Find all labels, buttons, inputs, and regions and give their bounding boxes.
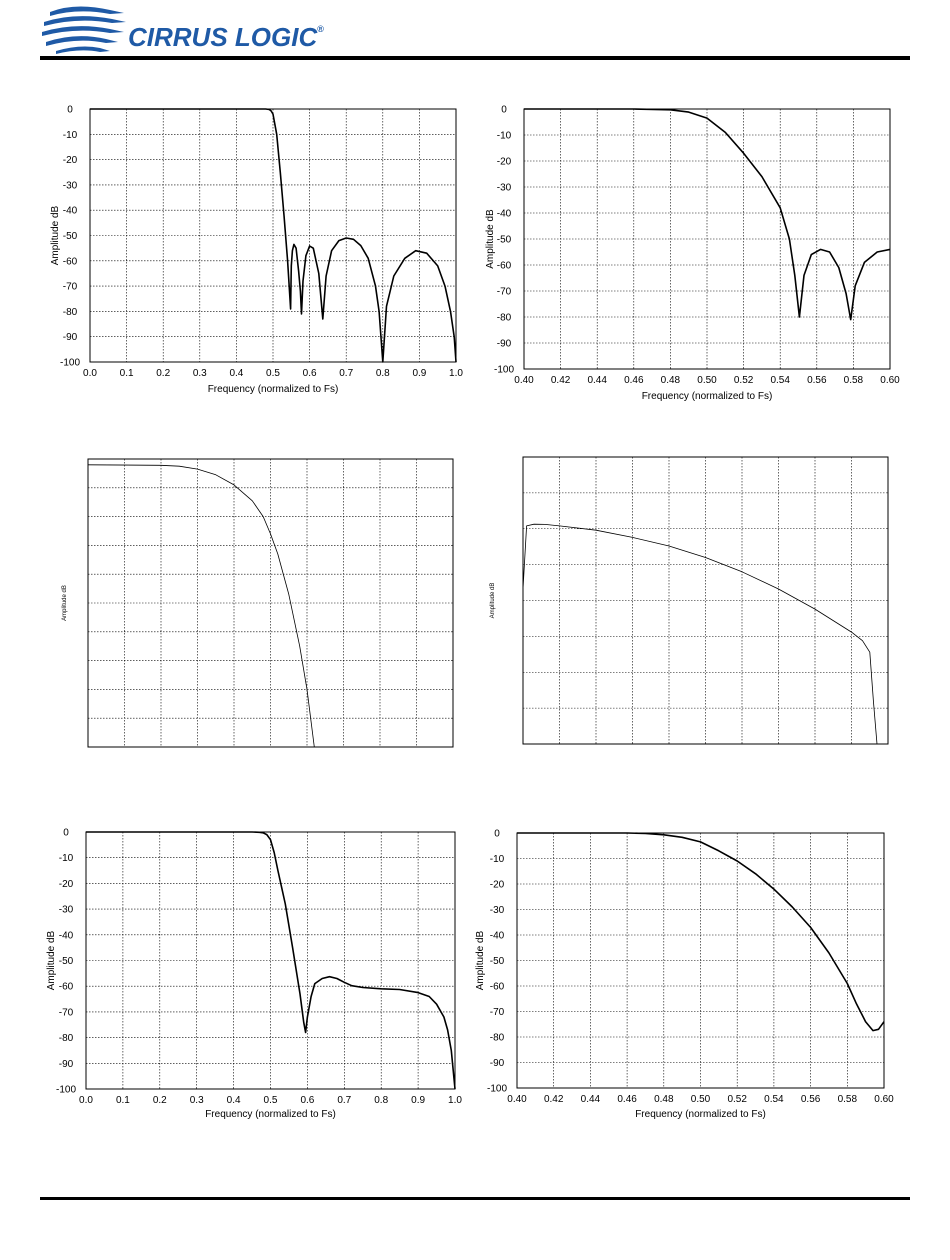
y-tick-label: -100 bbox=[59, 357, 81, 369]
x-tick-label: 0.56 bbox=[807, 375, 827, 386]
y-tick-label: 0 bbox=[501, 104, 507, 116]
x-tick-label: 0.60 bbox=[874, 1094, 894, 1105]
y-tick-label: -90 bbox=[496, 338, 512, 350]
x-tick-label: 0.40 bbox=[514, 375, 534, 386]
registered-mark: ® bbox=[317, 24, 324, 35]
x-axis-label: Frequency (normalized to Fs) bbox=[205, 1109, 336, 1120]
x-tick-label: 0.60 bbox=[880, 375, 900, 386]
x-axis-label: Frequency (normalized to Fs) bbox=[635, 1109, 766, 1120]
x-tick-label: 0.58 bbox=[837, 1094, 858, 1105]
y-tick-label: -70 bbox=[489, 1007, 505, 1018]
x-tick-label: 0.7 bbox=[337, 1095, 352, 1106]
y-tick-label: -50 bbox=[62, 231, 78, 242]
y-tick-label: -20 bbox=[489, 879, 505, 891]
y-tick-label: 0 bbox=[67, 104, 73, 116]
x-tick-label: 0.7 bbox=[339, 368, 354, 379]
y-tick-label: -40 bbox=[496, 208, 512, 220]
x-tick-label: 1.0 bbox=[449, 368, 463, 379]
x-tick-label: 0.8 bbox=[374, 1095, 389, 1106]
y-tick-label: -60 bbox=[496, 260, 512, 272]
x-tick-label: 0.50 bbox=[697, 375, 717, 386]
x-tick-label: 0.48 bbox=[660, 375, 681, 386]
x-tick-label: 0.56 bbox=[800, 1094, 821, 1105]
x-tick-label: 0.6 bbox=[300, 1095, 315, 1106]
x-tick-label: 0.9 bbox=[411, 1095, 426, 1106]
y-tick-label: -80 bbox=[496, 312, 512, 324]
y-tick-label: -60 bbox=[489, 981, 505, 993]
y-tick-label: -60 bbox=[62, 256, 78, 268]
y-tick-label: -30 bbox=[58, 904, 74, 916]
x-tick-label: 0.42 bbox=[550, 375, 571, 386]
footer-rule bbox=[40, 1197, 910, 1200]
y-tick-label: -10 bbox=[496, 130, 512, 142]
x-tick-label: 0.58 bbox=[843, 375, 864, 386]
x-tick-label: 0.5 bbox=[266, 368, 280, 379]
x-tick-label: 0.44 bbox=[580, 1094, 601, 1105]
y-tick-label: 0 bbox=[494, 828, 500, 840]
y-tick-label: -50 bbox=[489, 956, 505, 967]
x-tick-label: 0.4 bbox=[226, 1095, 241, 1106]
y-axis-label: Amplitude dB bbox=[490, 582, 496, 619]
x-tick-label: 0.8 bbox=[375, 368, 390, 379]
y-tick-label: -40 bbox=[489, 930, 505, 942]
y-tick-label: -10 bbox=[62, 129, 78, 141]
y-tick-label: -100 bbox=[493, 364, 515, 376]
x-tick-label: 0.46 bbox=[617, 1094, 637, 1105]
y-tick-label: -100 bbox=[55, 1084, 77, 1096]
y-axis-label: Amplitude dB bbox=[475, 930, 486, 991]
x-tick-label: 0.3 bbox=[189, 1095, 204, 1106]
y-tick-label: -20 bbox=[496, 156, 512, 168]
x-tick-label: 0.1 bbox=[115, 1095, 130, 1106]
y-tick-label: -90 bbox=[62, 332, 78, 344]
x-tick-label: 0.48 bbox=[654, 1094, 674, 1105]
y-tick-label: -30 bbox=[62, 180, 78, 192]
x-tick-label: 0.2 bbox=[152, 1095, 167, 1106]
y-tick-label: -100 bbox=[486, 1083, 508, 1095]
x-tick-label: 0.52 bbox=[727, 1094, 747, 1105]
y-tick-label: 0 bbox=[63, 827, 69, 839]
y-tick-label: -40 bbox=[58, 930, 74, 942]
y-tick-label: -70 bbox=[62, 281, 78, 293]
x-tick-label: 0.2 bbox=[156, 368, 171, 379]
x-axis-label: Frequency (normalized to Fs) bbox=[641, 391, 773, 402]
x-tick-label: 0.4 bbox=[229, 368, 244, 379]
x-tick-label: 0.40 bbox=[507, 1094, 527, 1105]
x-tick-label: 0.0 bbox=[83, 368, 97, 379]
y-tick-label: -70 bbox=[58, 1007, 74, 1019]
y-tick-label: -40 bbox=[62, 205, 78, 217]
x-tick-label: 0.50 bbox=[690, 1094, 711, 1105]
x-tick-label: 1.0 bbox=[448, 1095, 462, 1106]
y-tick-label: -90 bbox=[489, 1058, 505, 1069]
x-tick-label: 0.44 bbox=[587, 375, 607, 386]
y-axis-label: Amplitude dB bbox=[62, 585, 68, 621]
x-tick-label: 0.46 bbox=[624, 375, 644, 386]
y-tick-label: -60 bbox=[58, 981, 74, 993]
x-tick-label: 0.52 bbox=[733, 375, 754, 386]
y-tick-label: -30 bbox=[489, 905, 505, 916]
x-tick-label: 0.54 bbox=[770, 375, 790, 386]
x-tick-label: 0.1 bbox=[119, 368, 134, 379]
y-tick-label: -30 bbox=[496, 182, 512, 194]
x-tick-label: 0.9 bbox=[412, 368, 427, 379]
y-tick-label: -20 bbox=[62, 155, 78, 167]
y-tick-label: -80 bbox=[489, 1032, 505, 1044]
y-axis-label: Amplitude dB bbox=[46, 930, 57, 991]
y-axis-label: Amplitude dB bbox=[50, 205, 61, 266]
y-axis-label: Amplitude dB bbox=[485, 209, 496, 269]
y-tick-label: -10 bbox=[489, 854, 505, 865]
x-tick-label: 0.42 bbox=[543, 1094, 564, 1105]
y-tick-label: -10 bbox=[58, 853, 74, 865]
y-tick-label: -70 bbox=[496, 286, 512, 298]
x-tick-label: 0.6 bbox=[302, 368, 317, 379]
x-tick-label: 0.5 bbox=[263, 1095, 278, 1106]
x-tick-label: 0.3 bbox=[192, 368, 207, 379]
y-tick-label: -80 bbox=[58, 1033, 74, 1045]
y-tick-label: -50 bbox=[58, 956, 74, 967]
y-tick-label: -80 bbox=[62, 306, 78, 318]
x-axis-label: Frequency (normalized to Fs) bbox=[207, 384, 339, 395]
y-tick-label: -90 bbox=[58, 1058, 74, 1070]
brand-name: CIRRUS LOGIC bbox=[128, 22, 318, 52]
x-tick-label: 0.54 bbox=[764, 1094, 784, 1105]
y-tick-label: -20 bbox=[58, 878, 74, 890]
y-tick-label: -50 bbox=[496, 234, 512, 246]
x-tick-label: 0.0 bbox=[79, 1095, 93, 1106]
